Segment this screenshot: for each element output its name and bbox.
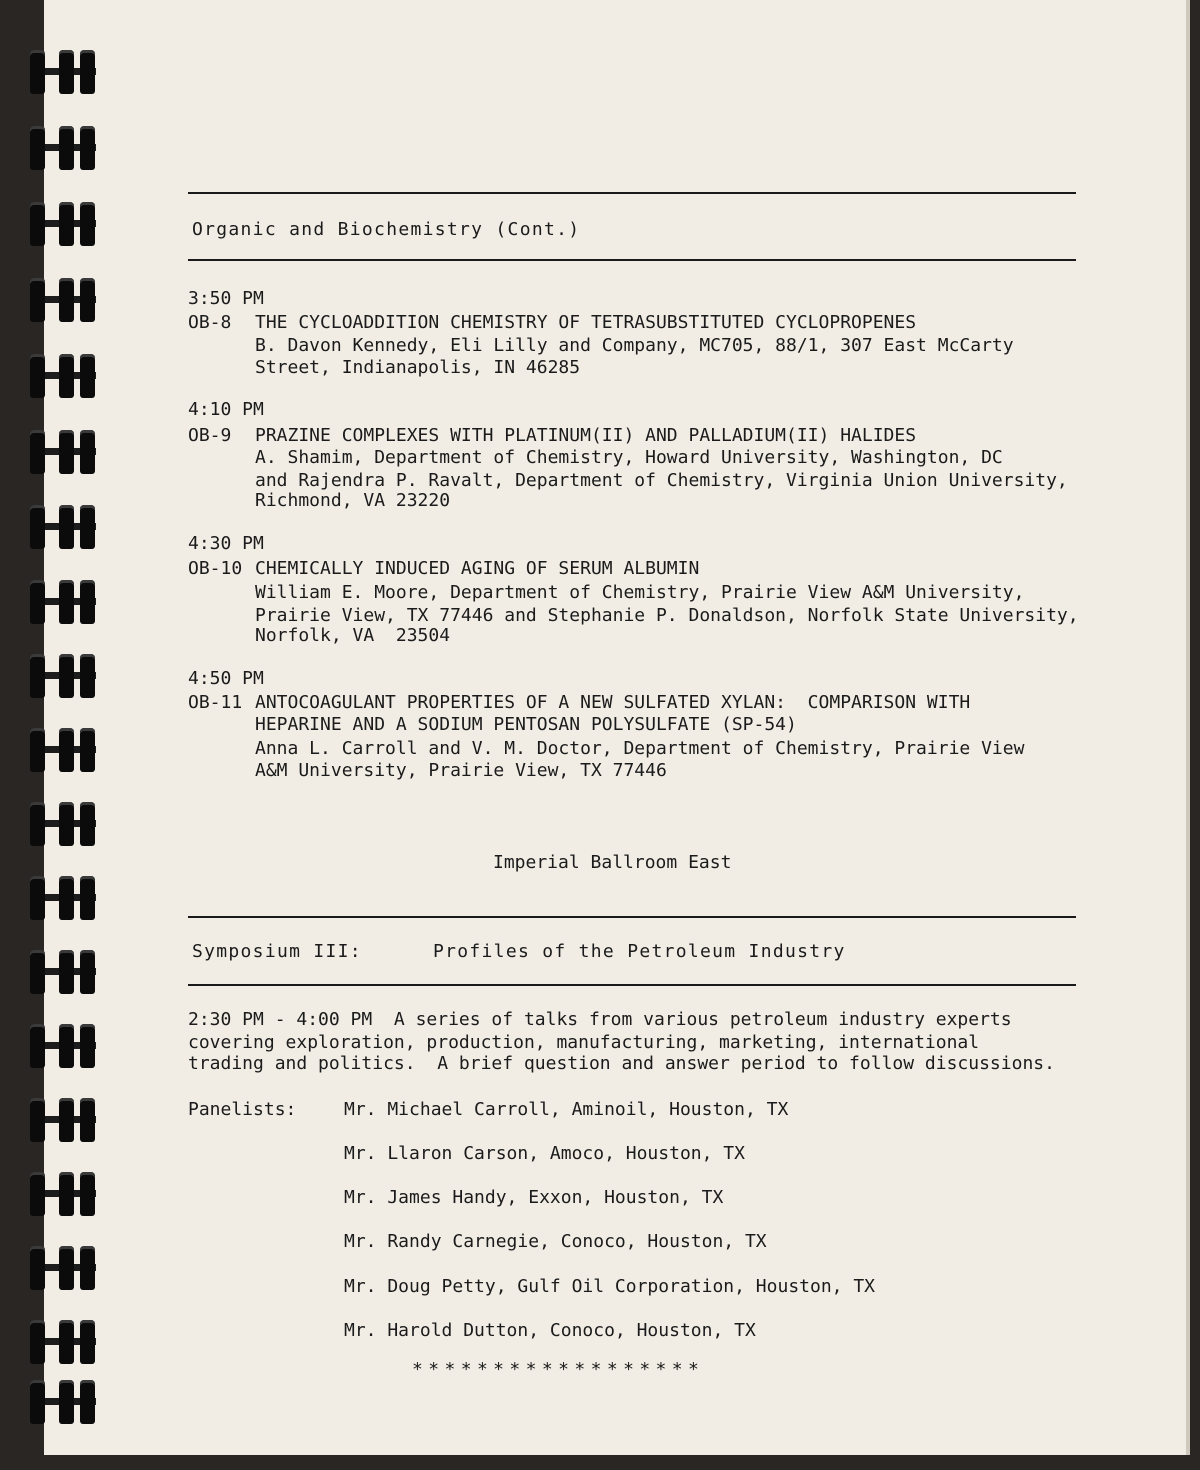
entry-time: 3:50 PM [188,288,264,309]
header-rule-bottom [188,259,1076,261]
symposium-label: Symposium III: [192,941,362,962]
binding-ring [30,950,105,994]
header-rule-bottom [188,984,1076,986]
binding-ring [30,354,105,398]
entry-title: HEPARINE AND A SODIUM PENTOSAN POLYSULFATE (SP-54) [255,714,797,735]
entry-title: PRAZINE COMPLEXES WITH PLATINUM(II) AND PALLADIUM(II) HALIDES [255,425,917,446]
binding-ring [30,802,105,846]
binding-ring [30,876,105,920]
description-line: 2:30 PM - 4:00 PM A series of talks from various petroleum industry experts [188,1009,1012,1030]
entry-author-line: Anna L. Carroll and V. M. Doctor, Department of Chemistry, Prairie View [255,738,1025,759]
entry-author-line: A&M University, Prairie View, TX 77446 [255,760,667,781]
entry-code: OB-8 [188,312,232,333]
binding-ring [30,728,105,772]
binding-ring [30,654,105,698]
panelist: Mr. Michael Carroll, Aminoil, Houston, TX [344,1099,789,1120]
location-label: Imperial Ballroom East [493,852,732,873]
binding-ring [30,50,105,94]
entry-code: OB-9 [188,425,232,446]
description-line: trading and politics. A brief question and answer period to follow discussions. [188,1053,1055,1074]
symposium-title: Profiles of the Petroleum Industry [433,941,846,962]
binding-ring [30,1024,105,1068]
entry-title: CHEMICALLY INDUCED AGING OF SERUM ALBUMIN [255,558,700,579]
binding-ring [30,1246,105,1290]
entry-author-line: Street, Indianapolis, IN 46285 [255,357,581,378]
binding-ring [30,430,105,474]
panelist: Mr. Harold Dutton, Conoco, Houston, TX [344,1320,756,1341]
entry-time: 4:10 PM [188,399,264,420]
binding-ring [30,1380,105,1424]
binding-ring [30,580,105,624]
binding-ring [30,505,105,549]
entry-author-line: Richmond, VA 23220 [255,490,451,511]
entry-time: 4:50 PM [188,668,264,689]
entry-code: OB-11 [188,692,243,713]
binding-ring [30,278,105,322]
entry-title: THE CYCLOADDITION CHEMISTRY OF TETRASUBSTITUTED CYCLOPROPENES [255,312,917,333]
panelist: Mr. James Handy, Exxon, Houston, TX [344,1187,724,1208]
entry-author-line: B. Davon Kennedy, Eli Lilly and Company, MC705, 88/1, 307 East McCarty [255,335,1014,356]
binding-ring [30,1320,105,1364]
header-rule-top [188,916,1076,918]
entry-author-line: and Rajendra P. Ravalt, Department of Chemistry, Virginia Union University, [255,470,1068,491]
entry-time: 4:30 PM [188,533,264,554]
entry-author-line: William E. Moore, Department of Chemistry, Prairie View A&M University, [255,582,1025,603]
panelist: Mr. Doug Petty, Gulf Oil Corporation, Houston, TX [344,1276,876,1297]
page-edge [1186,0,1190,1455]
panelist: Mr. Llaron Carson, Amoco, Houston, TX [344,1143,745,1164]
binding-ring [30,1098,105,1142]
panelists-label: Panelists: [188,1099,297,1120]
binding-ring [30,202,105,246]
section-title: Organic and Biochemistry (Cont.) [192,219,581,240]
spiral-binding [30,50,110,1430]
entry-author-line: Norfolk, VA 23504 [255,625,451,646]
entry-author-line: A. Shamim, Department of Chemistry, Howard University, Washington, DC [255,447,1003,468]
binding-ring [30,1172,105,1216]
description-line: covering exploration, production, manufacturing, marketing, international [188,1032,980,1053]
entry-title: ANTOCOAGULANT PROPERTIES OF A NEW SULFATED XYLAN: COMPARISON WITH [255,692,971,713]
binding-ring [30,126,105,170]
panelist: Mr. Randy Carnegie, Conoco, Houston, TX [344,1231,767,1252]
entry-code: OB-10 [188,558,243,579]
footer-stars: ****************** [412,1359,705,1380]
header-rule-top [188,192,1076,194]
entry-author-line: Prairie View, TX 77446 and Stephanie P. Donaldson, Norfolk State University, [255,605,1079,626]
